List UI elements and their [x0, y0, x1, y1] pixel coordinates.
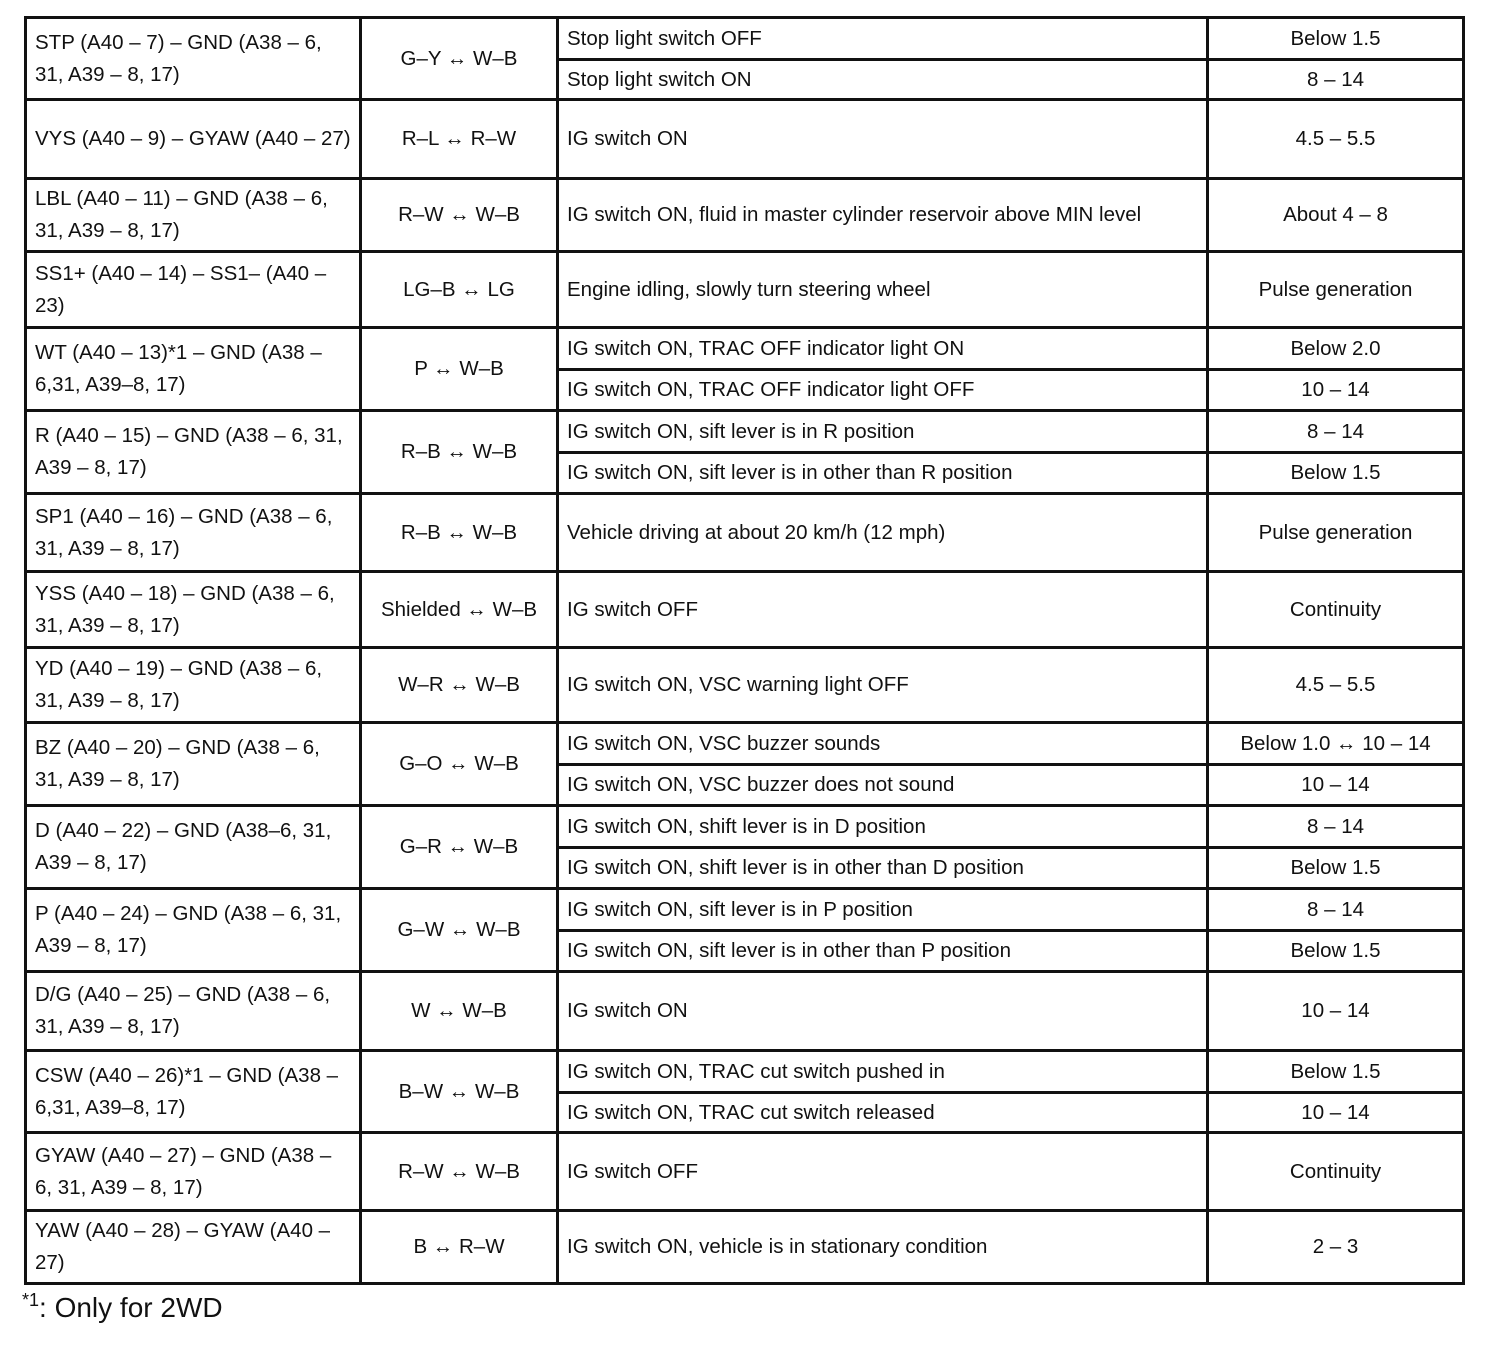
condition-cell: IG switch ON, VSC warning light OFF: [558, 648, 1208, 723]
table-row: [26, 1051, 1464, 1093]
wiring-color-cell: R–L ↔ R–W: [361, 100, 558, 179]
condition-cell: IG switch ON, sift lever is in other than R position: [558, 453, 1208, 494]
table-body: [26, 18, 1464, 1284]
terminal-cell: R (A40 – 15) – GND (A38 – 6, 31, A39 – 8, 17): [26, 411, 361, 494]
terminal-cell: D/G (A40 – 25) – GND (A38 – 6, 31, A39 – 8, 17): [26, 972, 361, 1051]
table-row: [26, 18, 1464, 60]
specified-value-cell: 10 – 14: [1208, 370, 1464, 411]
wiring-color-cell: B–W ↔ W–B: [361, 1051, 558, 1133]
condition-cell: IG switch ON, sift lever is in R position: [558, 411, 1208, 453]
condition-cell: IG switch ON, sift lever is in other than P position: [558, 931, 1208, 972]
specified-value-cell: Below 1.5: [1208, 1051, 1464, 1093]
table-row: [26, 723, 1464, 765]
condition-cell: IG switch ON: [558, 972, 1208, 1051]
condition-cell: IG switch ON, TRAC OFF indicator light ON: [558, 328, 1208, 370]
condition-cell: IG switch ON, TRAC cut switch pushed in: [558, 1051, 1208, 1093]
specified-value-cell: Below 1.5: [1208, 18, 1464, 60]
terminal-cell: VYS (A40 – 9) – GYAW (A40 – 27): [26, 100, 361, 179]
wiring-color-cell: R–W ↔ W–B: [361, 179, 558, 252]
wiring-color-cell: R–W ↔ W–B: [361, 1133, 558, 1211]
specified-value-cell: 10 – 14: [1208, 1093, 1464, 1133]
specified-value-cell: 8 – 14: [1208, 806, 1464, 848]
condition-cell: IG switch ON, VSC buzzer does not sound: [558, 765, 1208, 806]
wiring-color-cell: Shielded ↔ W–B: [361, 572, 558, 648]
terminal-cell: P (A40 – 24) – GND (A38 – 6, 31, A39 – 8, 17): [26, 889, 361, 972]
table-row: [26, 806, 1464, 848]
specified-value-cell: 8 – 14: [1208, 60, 1464, 100]
footnote-text: : Only for 2WD: [39, 1292, 223, 1323]
condition-cell: IG switch ON, vehicle is in stationary condition: [558, 1211, 1208, 1284]
table-row: [26, 179, 1464, 252]
specified-value-cell: Continuity: [1208, 572, 1464, 648]
condition-cell: IG switch ON, sift lever is in P position: [558, 889, 1208, 931]
specified-value-cell: Pulse generation: [1208, 252, 1464, 328]
specified-value-cell: 4.5 – 5.5: [1208, 648, 1464, 723]
condition-cell: IG switch ON, shift lever is in D position: [558, 806, 1208, 848]
terminal-cell: BZ (A40 – 20) – GND (A38 – 6, 31, A39 – 8, 17): [26, 723, 361, 806]
specified-value-cell: 10 – 14: [1208, 972, 1464, 1051]
wiring-color-cell: G–Y ↔ W–B: [361, 18, 558, 100]
footnote: [22, 1292, 223, 1324]
terminal-cell: SP1 (A40 – 16) – GND (A38 – 6, 31, A39 – 8, 17): [26, 494, 361, 572]
wiring-color-cell: LG–B ↔ LG: [361, 252, 558, 328]
wiring-color-cell: W–R ↔ W–B: [361, 648, 558, 723]
table-row: [26, 572, 1464, 648]
terminal-cell: YD (A40 – 19) – GND (A38 – 6, 31, A39 – 8, 17): [26, 648, 361, 723]
specified-value-cell: Below 1.5: [1208, 453, 1464, 494]
condition-cell: IG switch ON: [558, 100, 1208, 179]
specified-value-cell: Below 1.5: [1208, 848, 1464, 889]
condition-cell: Stop light switch ON: [558, 60, 1208, 100]
condition-cell: Engine idling, slowly turn steering wheel: [558, 252, 1208, 328]
condition-cell: IG switch OFF: [558, 572, 1208, 648]
wiring-color-cell: G–R ↔ W–B: [361, 806, 558, 889]
terminal-cell: YAW (A40 – 28) – GYAW (A40 – 27): [26, 1211, 361, 1284]
table-row: [26, 1211, 1464, 1284]
terminal-cell: STP (A40 – 7) – GND (A38 – 6, 31, A39 – 8, 17): [26, 18, 361, 100]
terminal-cell: YSS (A40 – 18) – GND (A38 – 6, 31, A39 – 8, 17): [26, 572, 361, 648]
terminal-inspection-table: [24, 16, 1465, 1285]
condition-cell: IG switch OFF: [558, 1133, 1208, 1211]
table-row: [26, 494, 1464, 572]
wiring-color-cell: G–W ↔ W–B: [361, 889, 558, 972]
terminal-cell: SS1+ (A40 – 14) – SS1– (A40 – 23): [26, 252, 361, 328]
wiring-color-cell: P ↔ W–B: [361, 328, 558, 411]
condition-cell: IG switch ON, TRAC cut switch released: [558, 1093, 1208, 1133]
specified-value-cell: 8 – 14: [1208, 889, 1464, 931]
table-row: [26, 889, 1464, 931]
specified-value-cell: 4.5 – 5.5: [1208, 100, 1464, 179]
specified-value-cell: Pulse generation: [1208, 494, 1464, 572]
wiring-color-cell: G–O ↔ W–B: [361, 723, 558, 806]
specified-value-cell: 8 – 14: [1208, 411, 1464, 453]
condition-cell: IG switch ON, TRAC OFF indicator light OFF: [558, 370, 1208, 411]
table-row: [26, 100, 1464, 179]
table-row: [26, 648, 1464, 723]
specified-value-cell: 2 – 3: [1208, 1211, 1464, 1284]
wiring-color-cell: R–B ↔ W–B: [361, 411, 558, 494]
terminal-cell: D (A40 – 22) – GND (A38–6, 31, A39 – 8, 17): [26, 806, 361, 889]
wiring-color-cell: W ↔ W–B: [361, 972, 558, 1051]
footnote-mark: *1: [22, 1290, 40, 1310]
specified-value-cell: Continuity: [1208, 1133, 1464, 1211]
specified-value-cell: Below 1.0 ↔ 10 – 14: [1208, 723, 1464, 765]
specified-value-cell: 10 – 14: [1208, 765, 1464, 806]
table-row: [26, 1133, 1464, 1211]
wiring-color-cell: B ↔ R–W: [361, 1211, 558, 1284]
table-row: [26, 972, 1464, 1051]
table-row: [26, 328, 1464, 370]
specified-value-cell: Below 1.5: [1208, 931, 1464, 972]
terminal-cell: LBL (A40 – 11) – GND (A38 – 6, 31, A39 – 8, 17): [26, 179, 361, 252]
table-row: [26, 252, 1464, 328]
specified-value-cell: Below 2.0: [1208, 328, 1464, 370]
wiring-color-cell: R–B ↔ W–B: [361, 494, 558, 572]
condition-cell: Vehicle driving at about 20 km/h (12 mph): [558, 494, 1208, 572]
condition-cell: IG switch ON, fluid in master cylinder reservoir above MIN level: [558, 179, 1208, 252]
specified-value-cell: About 4 – 8: [1208, 179, 1464, 252]
terminal-cell: GYAW (A40 – 27) – GND (A38 – 6, 31, A39 – 8, 17): [26, 1133, 361, 1211]
terminal-cell: WT (A40 – 13)*1 – GND (A38 – 6,31, A39–8, 17): [26, 328, 361, 411]
condition-cell: IG switch ON, shift lever is in other than D position: [558, 848, 1208, 889]
condition-cell: Stop light switch OFF: [558, 18, 1208, 60]
terminal-cell: CSW (A40 – 26)*1 – GND (A38 – 6,31, A39–8, 17): [26, 1051, 361, 1133]
table-row: [26, 411, 1464, 453]
condition-cell: IG switch ON, VSC buzzer sounds: [558, 723, 1208, 765]
